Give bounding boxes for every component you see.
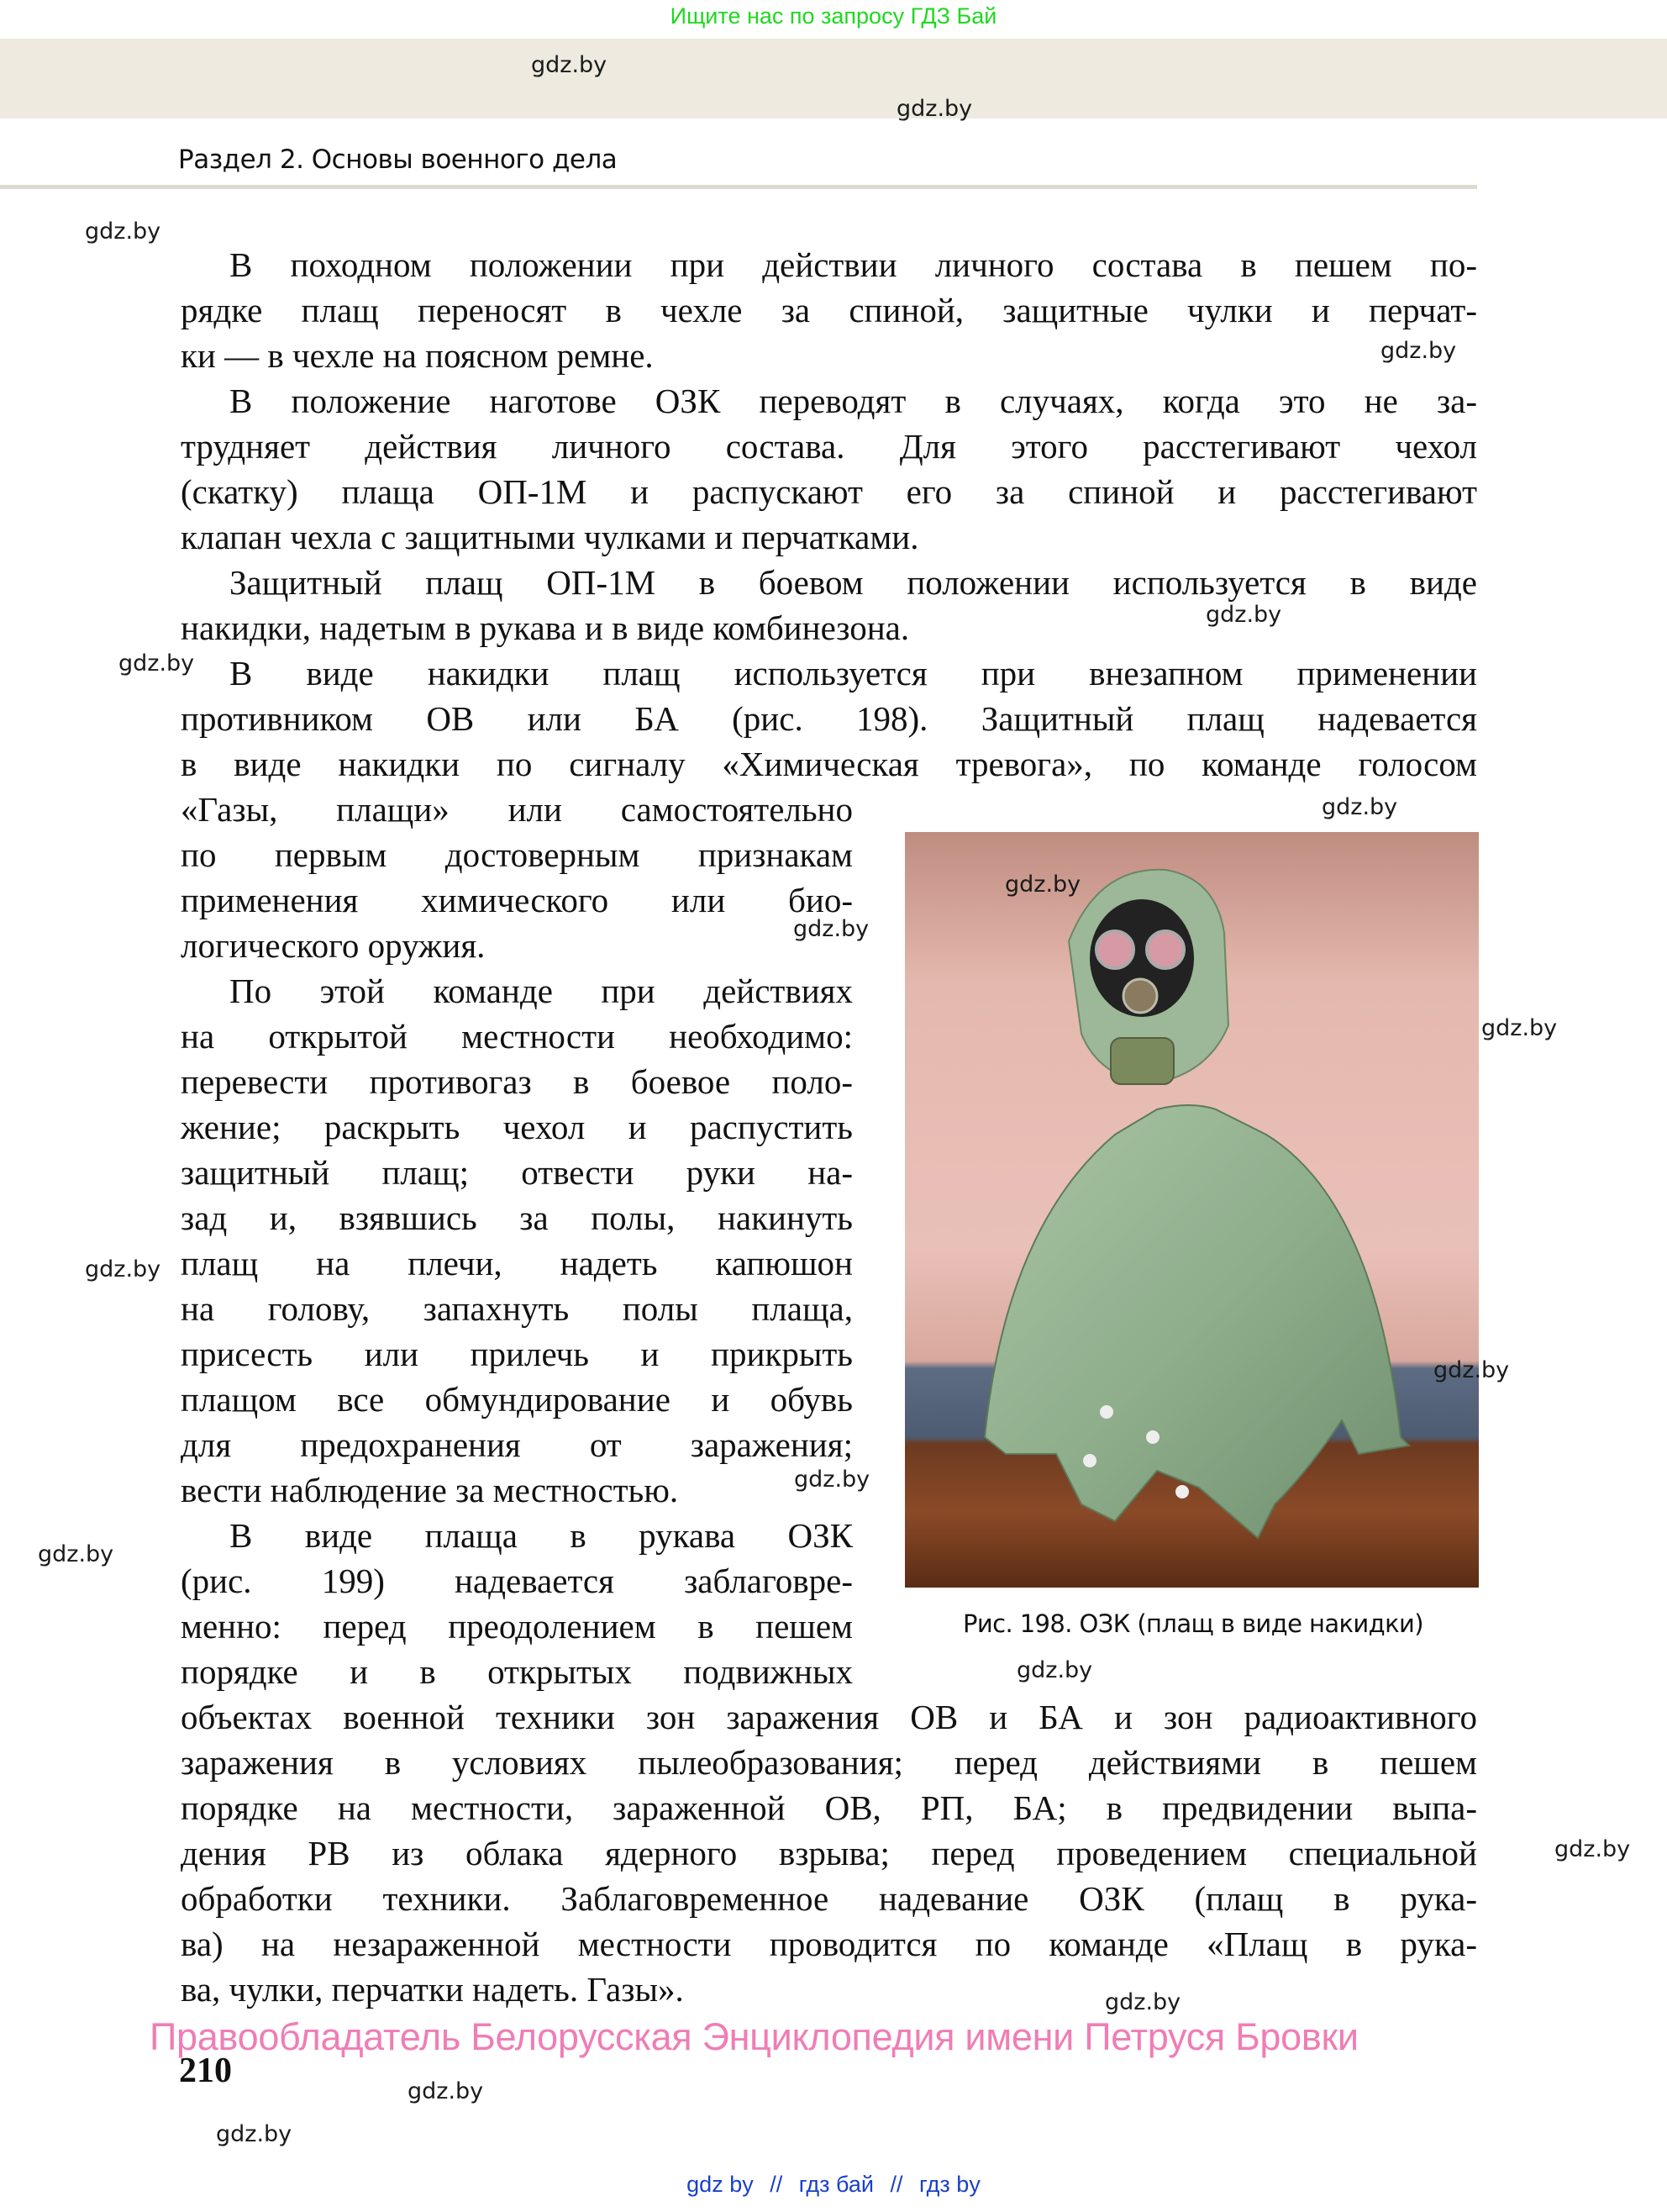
watermark: gdz.by — [794, 1467, 870, 1493]
footer-separator: // — [890, 2172, 903, 2197]
search-promo-banner[interactable]: Ищите нас по запросу ГДЗ Бай — [670, 3, 997, 29]
text-line: рядке плащ переносят в чехле за спиной, защитные чулки и перчат- — [181, 291, 1477, 329]
watermark: gdz.by — [38, 1541, 114, 1567]
watermark: gdz.by — [1105, 1989, 1181, 2015]
footer-links — [0, 2172, 1667, 2198]
figure-photo — [905, 832, 1479, 1588]
text-line: применения химического или био- — [181, 881, 853, 919]
text-line: ва) на незараженной местности проводится по команде «Плащ в рука- — [181, 1925, 1477, 1963]
watermark: gdz.by — [1481, 1015, 1558, 1041]
watermark: gdz.by — [531, 52, 607, 78]
watermark: gdz.by — [897, 96, 973, 122]
text-line: логического оружия. — [181, 926, 486, 965]
watermark: gdz.by — [1206, 602, 1282, 628]
watermark: gdz.by — [1005, 872, 1081, 898]
text-line: зад и, взявшись за полы, накинуть — [181, 1198, 853, 1237]
text-line: в виде накидки по сигналу «Химическая тревога», по команде голосом — [181, 745, 1477, 783]
text-line: накидки, надетым в рукава и в виде комбинезона. — [181, 608, 910, 647]
header-band — [0, 39, 1667, 118]
watermark: gdz.by — [118, 650, 195, 677]
text-line: трудняет действия личного состава. Для этого расстегивают чехол — [181, 427, 1477, 466]
text-line: порядке и в открытых подвижных — [181, 1652, 853, 1691]
section-title: Раздел 2. Основы военного дела — [178, 145, 618, 175]
watermark: gdz.by — [216, 2121, 292, 2147]
watermark: gdz.by — [85, 219, 161, 245]
text-line: дения РВ из облака ядерного взрыва; перед проведением специальной — [181, 1834, 1477, 1872]
text-line: Защитный плащ ОП-1М в боевом положении используется в виде — [229, 563, 1477, 602]
footer-separator: // — [770, 2172, 783, 2197]
text-line: (скатку) плаща ОП-1М и распускают его за спиной и расстегивают — [181, 472, 1477, 511]
text-line: плащ на плечи, надеть капюшон — [181, 1244, 853, 1282]
text-line: на голову, запахнуть полы плаща, — [181, 1289, 853, 1328]
watermark: gdz.by — [1322, 794, 1398, 820]
watermark: gdz.by — [1554, 1836, 1631, 1862]
text-line: менно: перед преодолением в пешем — [181, 1607, 853, 1646]
watermark: gdz.by — [1380, 338, 1457, 364]
text-line: заражения в условиях пылеобразования; перед действиями в пешем — [181, 1743, 1477, 1782]
text-line: объектах военной техники зон заражения ОВ и БА и зон радиоактивного — [181, 1698, 1477, 1736]
text-line: «Газы, плащи» или самостоятельно — [181, 790, 853, 829]
footer-link-gdz-bai[interactable]: гдз бай — [798, 2172, 874, 2197]
text-line: ва, чулки, перчатки надеть. Газы». — [181, 1970, 684, 2009]
text-line: клапан чехла с защитными чулками и перчатками. — [181, 518, 919, 556]
footer-link-gdz-by-cyr[interactable]: гдз by — [919, 2172, 981, 2197]
page-number: 210 — [179, 2051, 232, 2090]
ozk-cloak-illustration — [905, 832, 1479, 1588]
watermark: gdz.by — [408, 2078, 484, 2104]
text-line: В положение наготове ОЗК переводят в случаях, когда это не за- — [229, 382, 1477, 420]
watermark: gdz.by — [793, 916, 870, 942]
text-line: порядке на местности, зараженной ОВ, РП, БА; в предвидении выпа- — [181, 1788, 1477, 1827]
text-line: вести наблюдение за местностью. — [181, 1471, 679, 1509]
section-divider — [0, 185, 1477, 189]
copyright-notice: Правообладатель Белорусская Энциклопедия имени Петруся Бровки — [150, 2015, 1359, 2058]
text-line: присесть или прилечь и прикрыть — [181, 1335, 853, 1373]
watermark: gdz.by — [1017, 1657, 1093, 1683]
watermark: gdz.by — [85, 1256, 161, 1282]
text-line: для предохранения от заражения; — [181, 1425, 853, 1464]
text-line: по первым достоверным признакам — [181, 835, 853, 874]
text-line: на открытой местности необходимо: — [181, 1017, 853, 1056]
text-line: перевести противогаз в боевое поло- — [181, 1062, 853, 1101]
text-line: защитный плащ; отвести руки на- — [181, 1153, 853, 1192]
text-line: противником ОВ или БА (рис. 198). Защитный плащ надевается — [181, 699, 1477, 738]
text-line: В виде накидки плащ используется при внезапном применении — [229, 654, 1477, 693]
footer-link-gdz-by[interactable]: gdz by — [686, 2172, 754, 2197]
text-line: обработки техники. Заблаговременное надевание ОЗК (плащ в рука- — [181, 1879, 1477, 1918]
text-line: (рис. 199) надевается заблаговре- — [181, 1562, 853, 1600]
text-line: В виде плаща в рукава ОЗК — [229, 1516, 853, 1555]
text-line: По этой команде при действиях — [229, 972, 853, 1010]
figure-caption: Рис. 198. ОЗК (плащ в виде накидки) — [962, 1609, 1424, 1638]
text-line: жение; раскрыть чехол и распустить — [181, 1108, 853, 1146]
text-line: ки — в чехле на поясном ремне. — [181, 336, 654, 375]
text-line: В походном положении при действии личного состава в пешем по- — [229, 245, 1477, 284]
text-line: плащом все обмундирование и обувь — [181, 1380, 853, 1419]
watermark: gdz.by — [1433, 1357, 1510, 1383]
